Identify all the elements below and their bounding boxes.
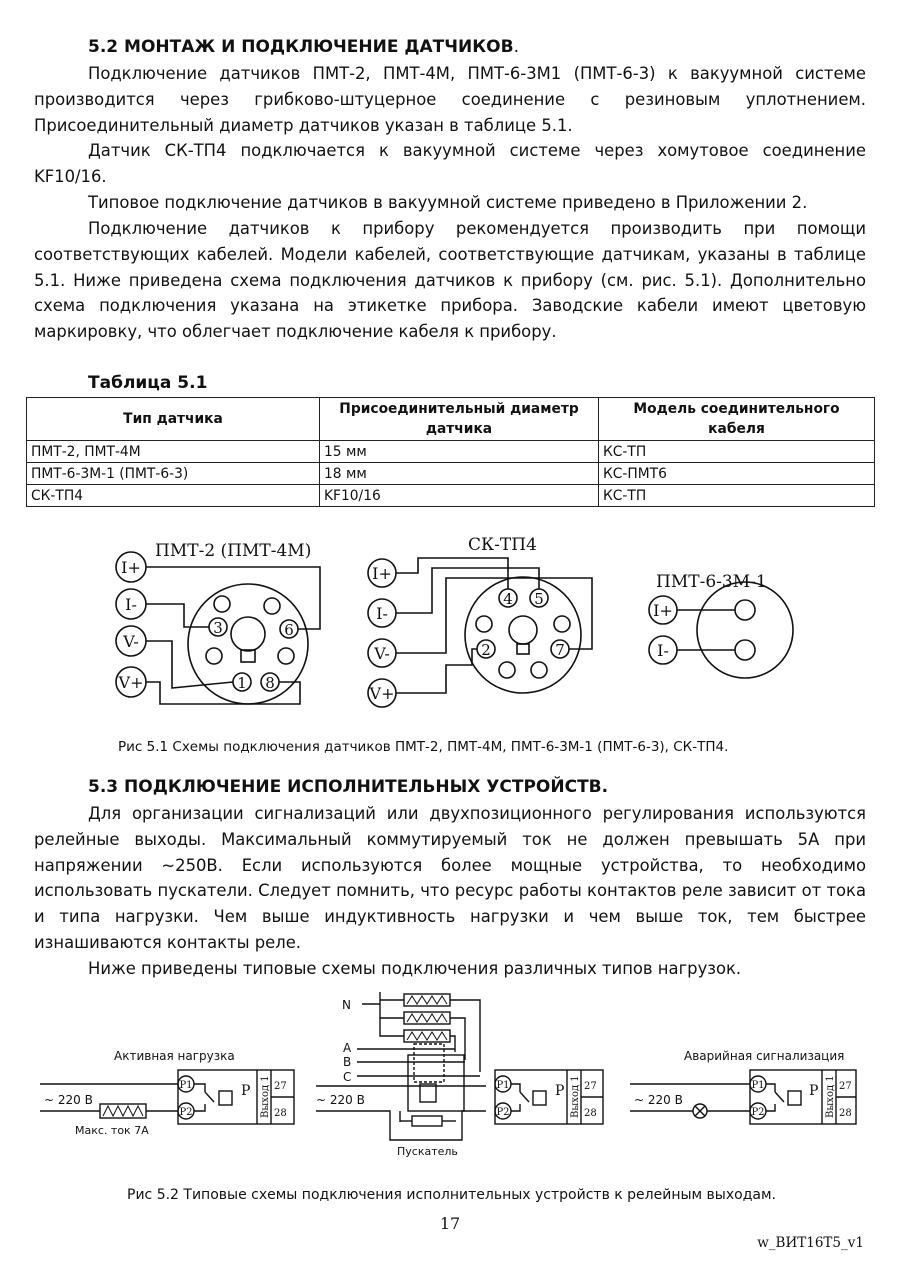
relay-label: P bbox=[555, 1083, 565, 1099]
relay-block bbox=[178, 1070, 294, 1124]
relay-block bbox=[750, 1070, 856, 1124]
table-cell: КС-ПМТ6 bbox=[599, 463, 875, 485]
table-cell: 15 мм bbox=[320, 441, 599, 463]
paragraph: Типовое подключение датчиков в вакуумной системе приведено в Приложении 2. bbox=[88, 193, 808, 212]
relay-label: P bbox=[809, 1083, 819, 1099]
terminal-label: I- bbox=[657, 641, 669, 660]
sensor-socket bbox=[465, 577, 581, 693]
table-header-row bbox=[27, 398, 875, 441]
output-label: Выход 1 bbox=[260, 1075, 271, 1118]
heater-zigzag bbox=[407, 1014, 447, 1022]
wire bbox=[146, 641, 233, 688]
schematic-title: Аварийная сигнализация bbox=[684, 1049, 845, 1063]
page-number: 17 bbox=[439, 1214, 461, 1233]
table-header: Присоединительный диаметр датчика bbox=[320, 398, 599, 441]
pin-label: 7 bbox=[555, 641, 565, 659]
paragraph: Ниже приведены типовые схемы подключения различных типов нагрузок. bbox=[88, 959, 742, 978]
output-label: Выход 1 bbox=[570, 1075, 581, 1118]
section-heading-5-2: 5.2 МОНТАЖ И ПОДКЛЮЧЕНИЕ ДАТЧИКОВ. bbox=[88, 37, 519, 57]
terminal-label: I+ bbox=[372, 564, 392, 583]
wire bbox=[396, 558, 508, 589]
svg-text:27: 27 bbox=[274, 1081, 287, 1092]
paragraph: Подключение датчиков ПМТ-2, ПМТ-4М, ПМТ-6-3М1 (ПМТ-6-3) к вакуумной системе производится через грибково-штуцерное соединение с резиновым уплотнением. Присоединительный диаметр датчиков указан в таблице 5.1. bbox=[34, 64, 866, 135]
supply-label: ~ 220 В bbox=[316, 1093, 365, 1107]
relay-block bbox=[495, 1070, 603, 1124]
document-code: w_ВИТ16Т5_v1 bbox=[757, 1235, 864, 1251]
pin-label: 3 bbox=[213, 619, 223, 637]
svg-text:28: 28 bbox=[274, 1108, 287, 1119]
sensor-socket bbox=[697, 582, 793, 678]
wire bbox=[146, 682, 300, 704]
relay-coil bbox=[219, 1091, 232, 1105]
pin-label: 6 bbox=[284, 621, 294, 639]
relay-coil bbox=[533, 1091, 546, 1105]
paragraph: Для организации сигнализаций или двухпозиционного регулирования используются релейные выходы. Максимальный коммутируемый ток не должен превышать 5А при напряжении ~250В. Если используются более мощные устройства, то необходимо использовать пускатели. Следует помнить, что ресурс работы контактов реле зависит от тока и типа нагрузки. Чем выше индуктивность нагрузки и чем выше ток, тем быстрее изнашиваются контакты реле. bbox=[34, 804, 866, 952]
pin-label: 8 bbox=[265, 674, 275, 692]
figure-caption: Рис 5.1 Схемы подключения датчиков ПМТ-2, ПМТ-4М, ПМТ-6-3М-1 (ПМТ-6-3), СК-ТП4. bbox=[118, 739, 729, 755]
table-header: Тип датчика bbox=[27, 398, 320, 441]
relay-contact bbox=[766, 1104, 775, 1111]
pin bbox=[554, 616, 570, 632]
table-row bbox=[27, 485, 875, 507]
pin bbox=[278, 648, 294, 664]
table-cell: KF10/16 bbox=[320, 485, 599, 507]
relay-wiring-diagram bbox=[0, 992, 900, 1162]
wire bbox=[380, 1018, 404, 1036]
terminal-label: V+ bbox=[118, 673, 144, 692]
svg-text:28: 28 bbox=[839, 1108, 852, 1119]
pin bbox=[264, 598, 280, 614]
relay-contact bbox=[205, 1092, 214, 1102]
relay-contact bbox=[194, 1104, 205, 1111]
schematic-title: Активная нагрузка bbox=[114, 1049, 235, 1063]
heater-zigzag bbox=[407, 996, 447, 1004]
pin bbox=[735, 640, 755, 660]
terminal-label: I+ bbox=[653, 601, 673, 620]
pin bbox=[206, 648, 222, 664]
svg-text:27: 27 bbox=[584, 1081, 597, 1092]
relay-contact bbox=[511, 1084, 520, 1092]
starter-label: Пускатель bbox=[397, 1145, 458, 1158]
phase-label: A bbox=[343, 1041, 352, 1055]
output-label: Выход 1 bbox=[825, 1075, 836, 1118]
table-row bbox=[27, 463, 875, 485]
sensor-pmt2-diagram bbox=[116, 541, 320, 704]
table-cell: КС-ТП bbox=[599, 441, 875, 463]
table-cell: 18 мм bbox=[320, 463, 599, 485]
table-cell: СК-ТП4 bbox=[27, 485, 320, 507]
neutral-label: N bbox=[342, 998, 351, 1012]
svg-text:27: 27 bbox=[839, 1081, 852, 1092]
socket-key bbox=[509, 616, 537, 644]
resistor-zigzag bbox=[103, 1106, 143, 1116]
pin-label: 4 bbox=[503, 590, 513, 608]
wire bbox=[316, 1111, 486, 1140]
terminal-label: I- bbox=[125, 595, 137, 614]
wire bbox=[380, 992, 404, 1018]
terminal-label: V- bbox=[123, 632, 139, 651]
sensor-sktp4-diagram bbox=[368, 535, 592, 707]
pin-label: 1 bbox=[237, 674, 247, 692]
figure-caption: Рис 5.2 Типовые схемы подключения исполнительных устройств к релейным выходам. bbox=[127, 1187, 776, 1203]
sensor-title: ПМТ-6-3М-1 bbox=[656, 572, 767, 592]
supply-label: ~ 220 В bbox=[634, 1093, 683, 1107]
table-cell: КС-ТП bbox=[599, 485, 875, 507]
wire bbox=[146, 567, 320, 629]
paragraph: Подключение датчиков к прибору рекомендуется производить при помощи соответствующих кабелей. Модели кабелей, соответствующие датчикам, указаны в таблице 5.1. Ниже приведена схема подключения датчиков к прибору (см. рис. 5.1). Дополнительно схема подключения указана на этикетке прибора. Заводские кабели имеют цветовую маркировку, что облегчает подключение кабеля к прибору. bbox=[34, 219, 866, 342]
terminal-label: V+ bbox=[369, 684, 395, 703]
svg-text:28: 28 bbox=[584, 1108, 597, 1119]
phase-label: B bbox=[343, 1055, 352, 1069]
relay-coil bbox=[788, 1091, 801, 1105]
sensor-table bbox=[26, 397, 875, 507]
wire bbox=[396, 568, 539, 613]
sensor-pmt6-diagram bbox=[649, 572, 793, 678]
pin bbox=[735, 600, 755, 620]
table-row bbox=[27, 441, 875, 463]
relay-contact bbox=[194, 1084, 205, 1092]
phase-label: C bbox=[343, 1070, 352, 1084]
wire bbox=[396, 649, 477, 693]
table-header: Модель соединительного кабеля bbox=[599, 398, 875, 441]
svg-text:P1: P1 bbox=[751, 1080, 765, 1091]
sensor-socket bbox=[188, 584, 308, 704]
heater-zigzag bbox=[407, 1032, 447, 1040]
relay-contact bbox=[775, 1092, 784, 1102]
relay-contact bbox=[511, 1104, 520, 1111]
svg-text:P2: P2 bbox=[751, 1107, 765, 1118]
pin bbox=[214, 596, 230, 612]
table-cell: ПМТ-6-3М-1 (ПМТ-6-3) bbox=[27, 463, 320, 485]
pin-label: 2 bbox=[481, 641, 491, 659]
socket-key bbox=[231, 617, 265, 651]
section-heading-5-3: 5.3 ПОДКЛЮЧЕНИЕ ИСПОЛНИТЕЛЬНЫХ УСТРОЙСТВ. bbox=[88, 777, 609, 797]
pin bbox=[476, 616, 492, 632]
pin bbox=[531, 662, 547, 678]
relay-contact bbox=[766, 1084, 775, 1092]
wire bbox=[450, 1018, 465, 1060]
terminal-label: I- bbox=[376, 604, 388, 623]
sensor-title: ПМТ-2 (ПМТ-4М) bbox=[155, 541, 312, 561]
svg-text:P1: P1 bbox=[496, 1080, 510, 1091]
table-cell: ПМТ-2, ПМТ-4М bbox=[27, 441, 320, 463]
starter-resistor bbox=[412, 1116, 442, 1126]
sensor-wiring-diagram bbox=[0, 528, 900, 718]
svg-text:P1: P1 bbox=[179, 1080, 193, 1091]
table-title: Таблица 5.1 bbox=[88, 373, 208, 393]
socket-notch bbox=[517, 644, 529, 654]
pin-label: 5 bbox=[534, 590, 544, 608]
sensor-title: СК-ТП4 bbox=[468, 535, 537, 555]
pin bbox=[499, 662, 515, 678]
relay-contact bbox=[520, 1092, 529, 1102]
starter-schematic bbox=[316, 992, 486, 1158]
terminal-label: I+ bbox=[121, 558, 141, 577]
svg-text:P2: P2 bbox=[496, 1107, 510, 1118]
max-current-note: Макс. ток 7А bbox=[75, 1124, 149, 1137]
relay-label: P bbox=[241, 1083, 251, 1099]
supply-label: ~ 220 В bbox=[44, 1093, 93, 1107]
terminal-label: V- bbox=[374, 644, 390, 663]
paragraph: Датчик СК-ТП4 подключается к вакуумной системе через хомутовое соединение KF10/16. bbox=[34, 141, 866, 186]
svg-text:P2: P2 bbox=[179, 1107, 193, 1118]
